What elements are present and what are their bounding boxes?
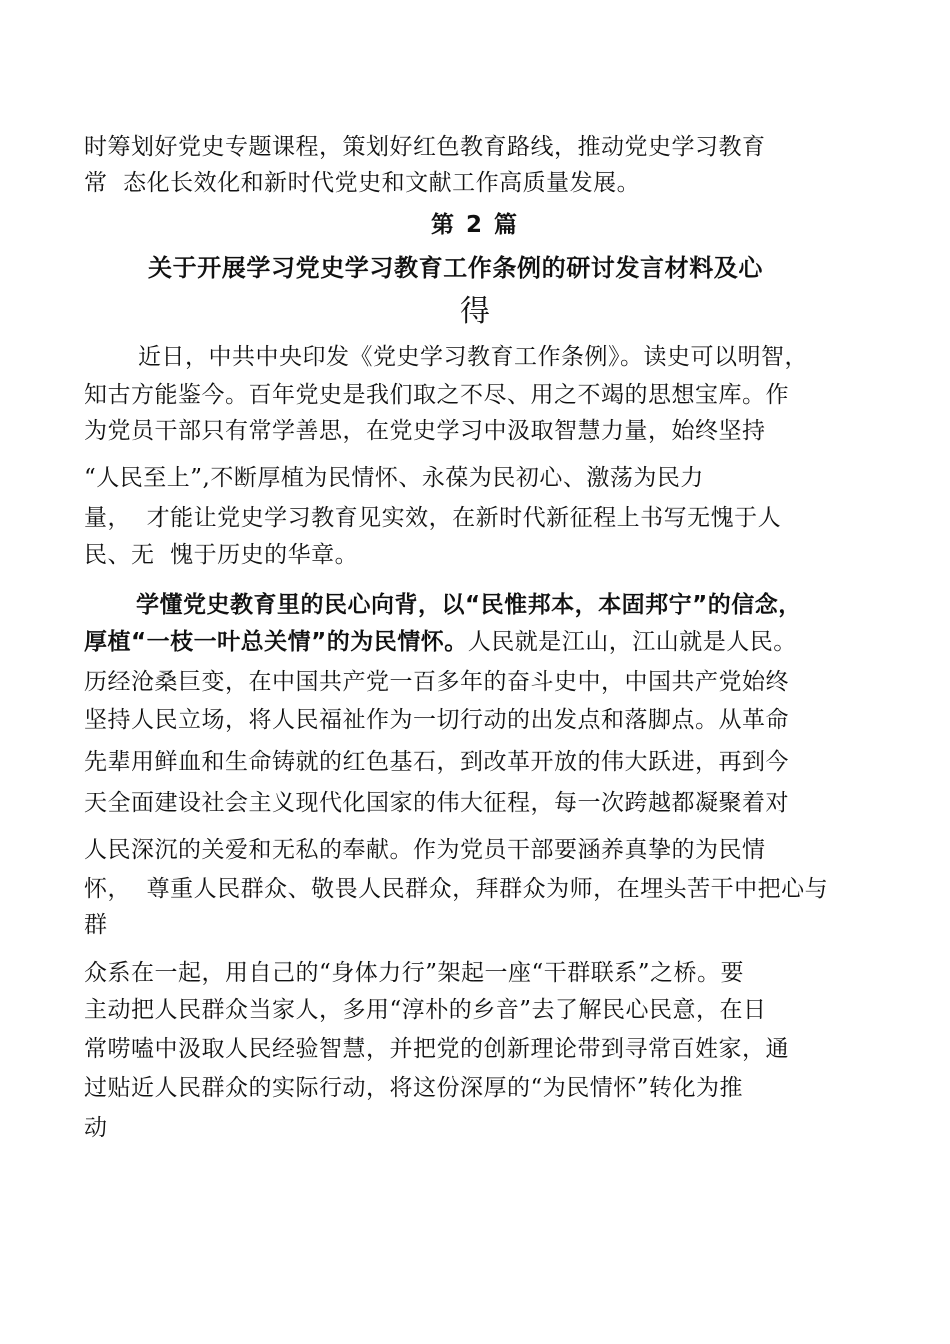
document-title-line-1: 关于开展学习党史学习教育工作条例的研讨发言材料及心: [148, 254, 763, 282]
para2-line-7: 人民深沉的关爱和无私的奉献。作为党员干部要涵养真挚的为民情: [84, 837, 766, 863]
para1-line-5: 量， 才能让党史学习教育见实效，在新时代新征程上书写无愧于人: [84, 505, 782, 531]
para1-line-4: “人民至上”,不断厚植为民情怀、永葆为民初心、激荡为民力: [84, 465, 704, 491]
para2-line-3: 历经沧桑巨变，在中国共产党一百多年的奋斗史中，中国共产党始终: [84, 669, 789, 695]
para2-line-14: 动: [84, 1115, 108, 1141]
para2-line-4: 坚持人民立场，将人民福祉作为一切行动的出发点和落脚点。从革命: [84, 707, 789, 733]
para1-line-3: 为党员干部只有常学善思，在党史学习中汲取智慧力量，始终坚持: [84, 418, 766, 444]
para2-bold-line-2: 厚植“一枝一叶总关情”的为民情怀。: [84, 629, 468, 655]
intro-line-2: 常 态化长效化和新时代党史和文献工作高质量发展。: [84, 170, 641, 196]
para2-line-6: 天全面建设社会主义现代化国家的伟大征程，每一次跨越都凝聚着对: [84, 790, 789, 816]
intro-line-1: 时筹划好党史专题课程，策划好红色教育路线，推动党史学习教育: [84, 134, 766, 160]
para2-line-2: [84, 627, 797, 657]
para1-line-2: 知古方能鉴今。百年党史是我们取之不尽、用之不竭的思想宝库。作: [84, 382, 789, 408]
para2-line-11: 主动把人民群众当家人，多用“淳朴的乡音”去了解民心民意，在日: [84, 997, 767, 1023]
document-title-line-2: 得: [460, 294, 490, 329]
para2-line-13: 过贴近人民群众的实际行动，将这份深厚的“为民情怀”转化为推: [84, 1075, 744, 1101]
para2-bold-line-1: 学懂党史教育里的民心向背，以“民惟邦本，本固邦宁”的信念，: [136, 592, 802, 618]
para2-line-10: 众系在一起，用自己的“身体力行”架起一座“干群联系”之桥。要: [84, 960, 745, 986]
section-label: 第 2 篇: [430, 212, 520, 238]
para2-line-9: 群: [84, 912, 108, 938]
para1-line-1: 近日，中共中央印发《党史学习教育工作条例》。读史可以明智，: [138, 344, 808, 370]
para1-line-6: 民、无 愧于历史的华章。: [84, 542, 359, 568]
para2-line-2-rest: 人民就是江山，江山就是人民。: [467, 629, 797, 655]
para2-line-12: 常唠嗑中汲取人民经验智慧，并把党的创新理论带到寻常百姓家，通: [84, 1036, 789, 1062]
para2-line-5: 先辈用鲜血和生命铸就的红色基石，到改革开放的伟大跃进，再到今: [84, 749, 789, 775]
para2-line-8: 怀， 尊重人民群众、敬畏人民群众，拜群众为师，在埋头苦干中把心与: [84, 876, 829, 902]
